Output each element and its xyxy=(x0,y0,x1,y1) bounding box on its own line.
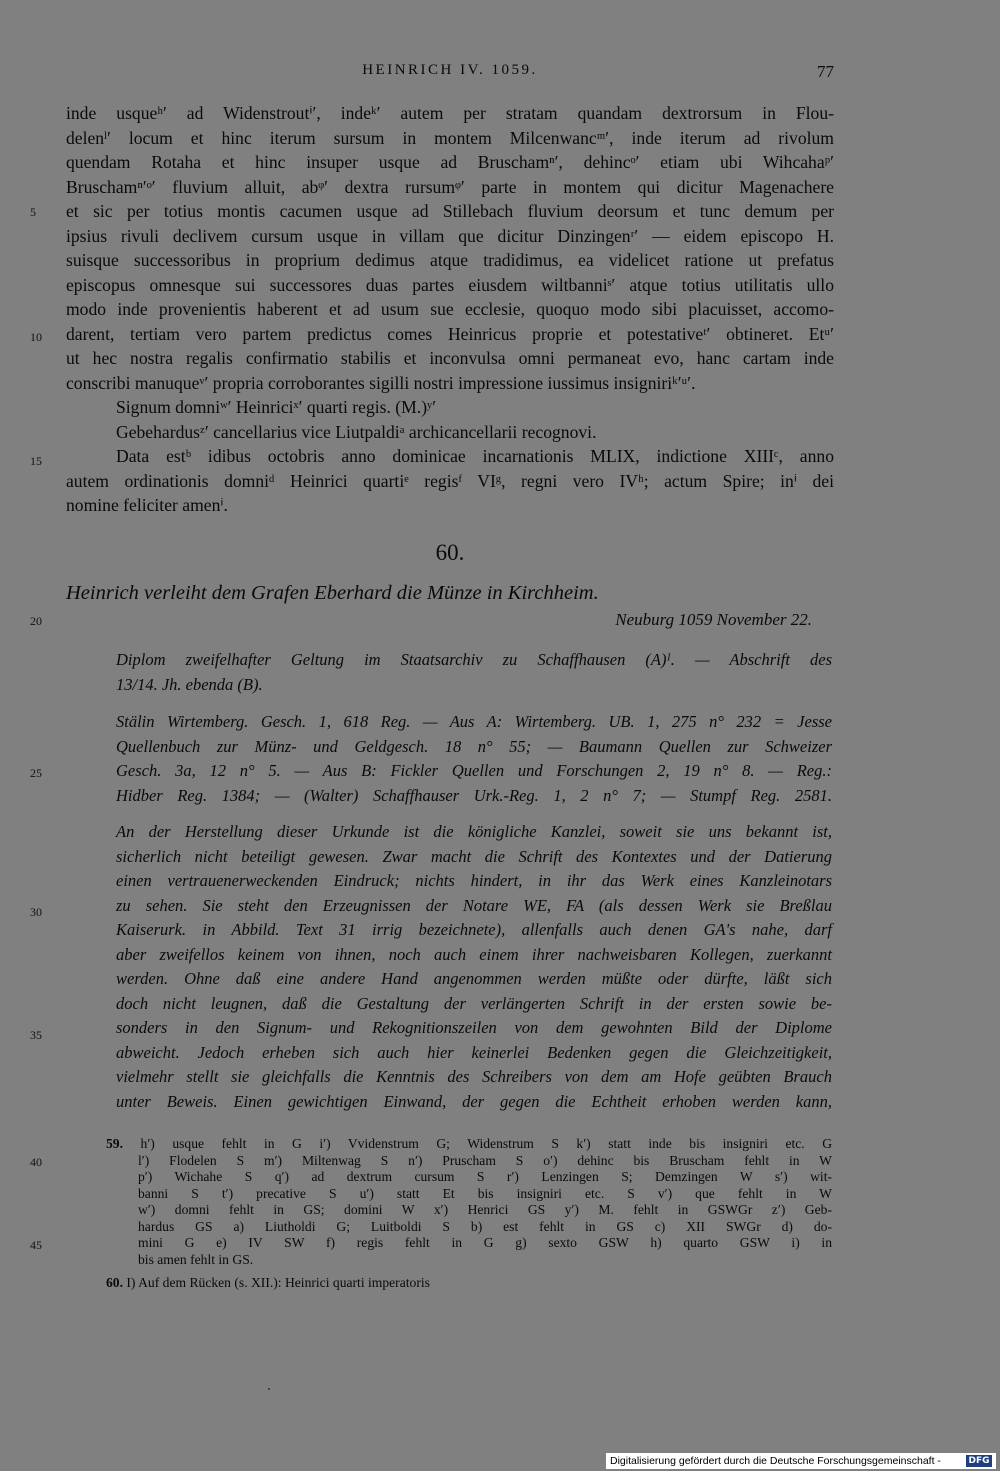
text-line: zu sehen. Sie steht den Erzeugnissen der Notare WE, FA (als dessen Werk sie Breßlau xyxy=(116,895,832,915)
text-line: sicherlich nicht beteiligt gewesen. Zwar macht die Schrift des Kontextes und der Datierung xyxy=(116,846,832,866)
line-number: 15 xyxy=(30,454,42,468)
text-line: Hidber Reg. 1384; — (Walter) Schaffhauser Urk.-Reg. 1, 2 n° 7; — Stumpf Reg. 2581. xyxy=(116,785,832,805)
text-line: ipsius rivuli declivem cursum usque in villam que dicitur Dinzingenʳ′ — eidem episcopo H. xyxy=(66,225,834,246)
tradition-note xyxy=(116,648,832,697)
footnote-line: mini G e) IV SW f) regis fehlt in G g) sexto GSW h) quarto GSW i) in xyxy=(138,1235,832,1250)
document-title: Heinrich verleiht dem Grafen Eberhard die Münze in Kirchheim. xyxy=(66,582,599,604)
text-line: Bruschamⁿ′ᵒ′ fluvium alluit, abᵠ′ dextra rursumᵠ′ parte in montem qui dicitur Magenachere xyxy=(66,176,834,197)
text-line: modo inde provenientis haberent et ad usum sue ecclesie, quoquo modo sibi placuisset, accomo- xyxy=(66,299,834,319)
recognition-line: Gebehardusᶻ′ cancellarius vice Liutpaldiᵃ archicancellarii recognovi. xyxy=(116,421,597,442)
text-line: unter Beweis. Einen gewichtigen Einwand, der gegen die Echtheit erhoben werden kann, xyxy=(116,1091,832,1111)
text-line: quendam Rotaha et hinc insuper usque ad Bruschamⁿ′, dehincᵒ′ etiam ubi Wihcahaᵖ′ xyxy=(66,152,834,172)
footnote-line: w′) domni fehlt in GS; domini W x′) Henrici GS y′) M. fehlt in GSWGr z′) Geb- xyxy=(138,1202,832,1217)
text-line: Diplom zweifelhafter Geltung im Staatsarchiv zu Schaffhausen (A)ᴵ. — Abschrift des xyxy=(116,650,832,669)
footnote-text: I) Auf dem Rücken (s. XII.): Heinrici quarti imperatoris xyxy=(126,1275,430,1290)
scan-speck xyxy=(268,1388,270,1390)
document-number: 60. xyxy=(435,540,465,565)
line-number: 10 xyxy=(30,330,42,344)
footnote-line: banni S t′) precative S u′) statt Et bis insigniri etc. S v′) que fehlt in W xyxy=(138,1185,832,1201)
text-line: doch nicht leugnen, daß die Gestaltung der verlängerten Schrift in der ersten sowie be- xyxy=(116,993,832,1013)
footnote-text: h′) usque fehlt in G i′) Vvidenstrum G; Widenstrum S k′) statt inde bis insigniri etc. G xyxy=(140,1136,833,1151)
line-number: 5 xyxy=(30,205,36,219)
footnotes xyxy=(106,1136,832,1292)
footnote-line: bis amen fehlt in GS. xyxy=(138,1251,254,1267)
text-line: abweicht. Jedoch erheben sich auch hier keinerlei Bedenken gegen die Gleichzeitigkeit, xyxy=(116,1042,832,1062)
line-number: 45 xyxy=(30,1238,42,1252)
footnote-line: l′) Flodelen S m′) Miltenwag S n′) Pruscham S o′) dehinc bis Bruscham fehlt in W xyxy=(138,1152,832,1168)
text-line: Quellenbuch zur Münz- und Geldgesch. 18 n° 55; — Baumann Quellen zur Schweizer xyxy=(116,736,832,756)
text-line: delenˡ′ locum et hinc iterum sursum in montem Milcenwancᵐ′, inde iterum ad rivolum xyxy=(66,127,834,148)
text-line: Stälin Wirtemberg. Gesch. 1, 618 Reg. — Aus A: Wirtemberg. UB. 1, 275 n° 232 = Jesse xyxy=(116,712,832,731)
footnote-line xyxy=(106,1275,832,1292)
footnote-lead: 60. xyxy=(106,1275,123,1290)
dating-line: nomine feliciter amenⁱ. xyxy=(66,495,228,515)
footnote-line: p′) Wichahe S q′) ad dextrum cursum S r′) Lenzingen S; Demzingen W s′) wit- xyxy=(138,1169,832,1184)
text-line: aber zweifellos keinem von ihnen, noch auch einem ihrer nachweisbaren Kollegen, zuerkannt xyxy=(116,944,832,964)
text-line: ut hec nostra regalis confirmatio stabilis et inconvulsa omni permaneat evo, hanc cartam inde xyxy=(66,348,834,368)
dating-line: autem ordinationis domniᵈ Heinrici quartiᵉ regisᶠ VIᵍ, regni vero IVʰ; actum Spire; inⁱ dei xyxy=(66,470,834,491)
charter-text xyxy=(66,101,834,518)
line-number: 40 xyxy=(30,1155,42,1169)
text-line: suisque successoribus in proprium dedimus atque tradidimus, ea videlicet ratione ut prefatus xyxy=(66,250,834,270)
line-number: 35 xyxy=(30,1028,42,1042)
dating-line: Data estᵇ idibus octobris anno dominicae incarnationis MLIX, indictione XIIIᶜ, anno xyxy=(116,446,834,466)
line-number: 30 xyxy=(30,905,42,919)
editions-note xyxy=(116,710,832,808)
text-line: episcopus omnesque sui successores duas partes eiusdem wiltbanniˢ′ atque totius utilitatis ullo xyxy=(66,274,834,295)
page-number: 77 xyxy=(817,62,834,81)
text-line: werden. Ohne daß eine andere Hand angenommen werden müßte oder dürfte, läßt sich xyxy=(116,969,832,988)
signum-line: Signum domniʷ′ Heinriciˣ′ quarti regis. (M.)ʸ′ xyxy=(116,397,437,417)
footnote-line: hardus GS a) Liutholdi G; Luitboldi S b) est fehlt in GS c) XII SWGr d) do- xyxy=(138,1218,832,1234)
text-line: An der Herstellung dieser Urkunde ist die königliche Kanzlei, soweit sie uns bekannt ist, xyxy=(116,822,832,841)
line-number: 20 xyxy=(30,614,42,628)
digitization-footer xyxy=(606,1453,996,1469)
dfg-logo: DFG xyxy=(966,1455,992,1467)
text-line: sonders in den Signum- und Rekognitionszeilen von dem gewohnten Bild der Diplome xyxy=(116,1018,832,1037)
text-line: Gesch. 3a, 12 n° 5. — Aus B: Fickler Quellen und Forschungen 2, 19 n° 8. — Reg.: xyxy=(116,761,832,780)
text-line: darent, tertiam vero partem predictus comes Heinricus proprie et potestativeᵗ′ obtineret. Etᵘ′ xyxy=(66,323,834,344)
text-line: inde usqueʰ′ ad Widenstroutⁱ′, indeᵏ′ autem per stratam quandam dextrorsum in Flou- xyxy=(66,103,834,123)
text-line: Kaiserurk. in Abbild. Text 31 irrig bezeichnete), allenfalls auch denen GA's nahe, darf xyxy=(116,920,832,939)
running-title: HEINRICH IV. 1059. xyxy=(362,62,538,78)
text-line: et sic per totius montis cacumen usque ad Stillebach fluvium deorsum et tunc demum per xyxy=(66,201,834,221)
text-line: 13/14. Jh. ebenda (B). xyxy=(116,674,263,694)
footer-credit: Digitalisierung gefördert durch die Deutsche Forschungsgemeinschaft - xyxy=(610,1455,941,1467)
text-line: vielmehr stellt sie gleichfalls die Kenntnis des Schreibers von dem am Hofe geübten Brauch xyxy=(116,1067,832,1086)
footnote-line xyxy=(106,1136,832,1153)
commentary xyxy=(116,820,832,1114)
text-line: conscribi manuqueᵛ′ propria corroborantes sigilli nostri impressione iussimus insigniriᵏ′ᵘ′. xyxy=(66,372,696,393)
text-line: einen vertrauenerweckenden Eindruck; nichts hindert, in ihr das Werk eines Kanzleinotars xyxy=(116,871,832,890)
line-number: 25 xyxy=(30,766,42,780)
document-place-date: Neuburg 1059 November 22. xyxy=(615,610,812,629)
running-head xyxy=(66,62,834,84)
footnote-lead: 59. xyxy=(106,1136,123,1151)
